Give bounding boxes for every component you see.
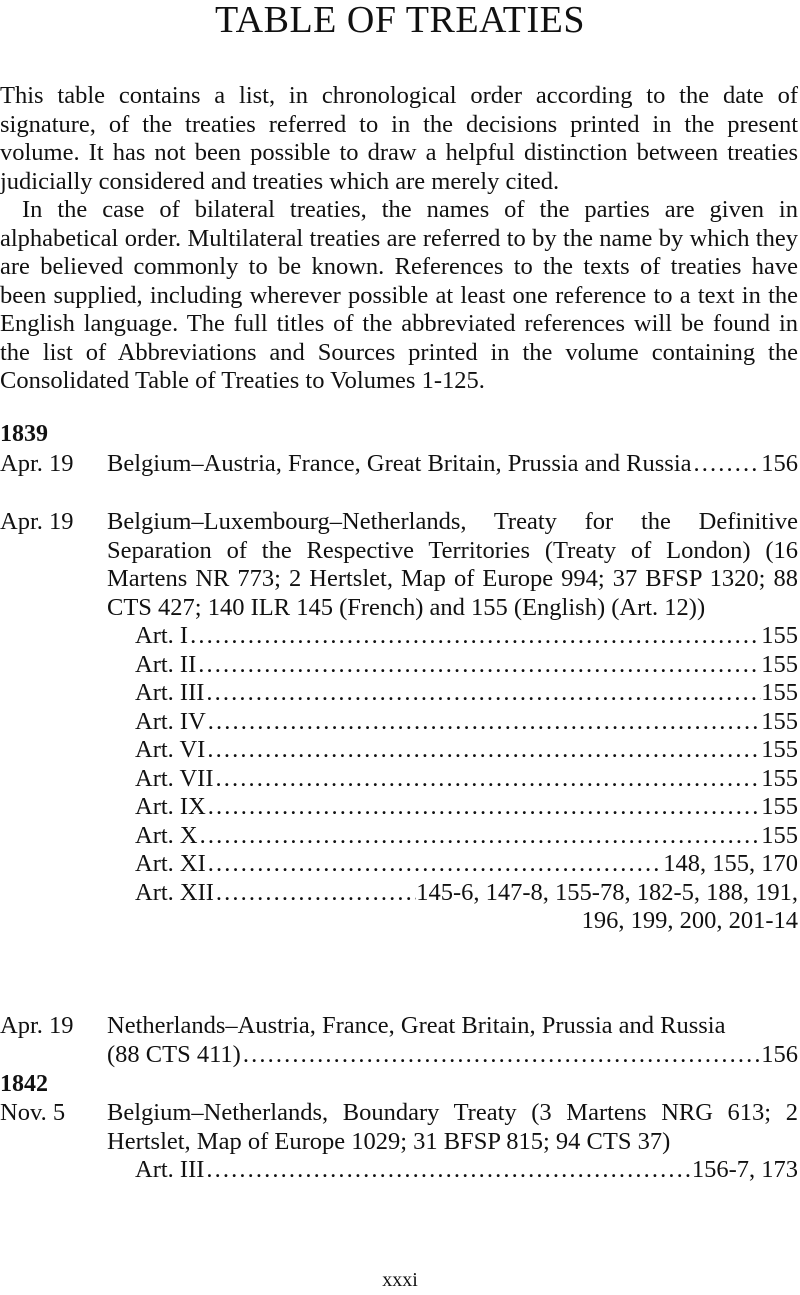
page-number: xxxi <box>382 1269 418 1291</box>
page-reference: 156 <box>761 450 798 477</box>
page-reference: 156 <box>761 1040 798 1068</box>
article-label: Art. IX <box>135 793 206 820</box>
article-list <box>135 1156 798 1185</box>
page-reference: 155 <box>761 679 798 706</box>
article-row <box>135 736 798 765</box>
dot-leader <box>198 822 762 851</box>
page-reference: 145-6, 147-8, 155-78, 182-5, 188, 191, <box>416 878 798 906</box>
dot-leader <box>206 793 761 822</box>
treaty-entry <box>0 450 798 479</box>
treaty-title: Belgium–Netherlands, Boundary Treaty (3 Martens NRG 613; 2 Hertslet, Map of Europe 1029; 31 BFSP 815; 94 CTS 37) <box>107 1099 798 1155</box>
treaty-date: Nov. 5 <box>0 1099 66 1126</box>
dot-leader <box>204 1156 691 1185</box>
article-label: Art. XI <box>135 850 206 877</box>
dot-leader <box>206 708 761 737</box>
treaty-entry <box>0 508 798 936</box>
article-list <box>135 622 798 936</box>
article-row <box>135 793 798 822</box>
article-row <box>135 622 798 651</box>
article-label: Art. IV <box>135 707 206 735</box>
introduction <box>0 82 798 396</box>
article-row <box>135 765 798 794</box>
year-heading: 1842 <box>0 1071 48 1097</box>
dot-leader <box>214 879 416 908</box>
article-row <box>135 1156 798 1185</box>
treaty-date: Apr. 19 <box>0 1012 74 1039</box>
dot-leader <box>196 651 761 680</box>
article-label: Art. III <box>135 679 205 706</box>
treaty-date: Apr. 19 <box>0 450 74 477</box>
article-row <box>135 850 798 879</box>
page-reference: 155 <box>761 707 798 735</box>
article-row <box>135 651 798 680</box>
article-label: Art. III <box>135 1156 205 1183</box>
article-row <box>135 679 798 708</box>
article-label: Art. VI <box>135 736 206 763</box>
dot-leader <box>188 622 761 651</box>
dot-leader <box>692 450 762 479</box>
article-row <box>135 822 798 851</box>
page-reference: 155 <box>761 821 798 849</box>
page-reference: 155 <box>761 650 798 678</box>
treaty-line <box>107 450 798 479</box>
article-label: Art. I <box>135 622 189 649</box>
treaty-title: Belgium–Luxembourg–Netherlands, Treaty for the Definitive Separation of the Respective Territories (Treaty of London) (16 Martens NR 773; 2 Hertslet, Map of Europe 994; 37 BFSP 1320; 88 CTS 427; 140 ILR 145 (French) and 155 (English) (Art. 12)) <box>107 508 798 621</box>
article-row <box>135 708 798 737</box>
page-reference: 155 <box>761 793 798 820</box>
treaty-reference-line <box>107 1041 798 1070</box>
article-label: Art. VII <box>135 764 214 792</box>
article-label: Art. XII <box>135 878 214 906</box>
page-reference: 155 <box>761 622 798 649</box>
article-label: Art. X <box>135 821 198 849</box>
page-title: TABLE OF TREATIES <box>215 0 585 41</box>
treaty-reference: (88 CTS 411) <box>107 1040 241 1068</box>
treaty-date: Apr. 19 <box>0 508 74 535</box>
dot-leader <box>204 679 761 708</box>
treaty-title: Belgium–Austria, France, Great Britain, Prussia and Russia <box>107 450 692 477</box>
treaty-entry <box>0 1012 798 1069</box>
page-reference: 148, 155, 170 <box>663 850 798 877</box>
page-reference: 156-7, 173 <box>691 1156 798 1183</box>
page-reference-continuation: 196, 199, 200, 201-14 <box>581 907 798 934</box>
intro-paragraph-1: This table contains a list, in chronological order according to the date of signature, of the treaties referred to in the decisions printed in the present volume. It has not been possible to draw a helpful distinction between treaties judicially considered and treaties which are merely cited. <box>0 82 798 195</box>
dot-leader <box>241 1041 761 1070</box>
year-heading: 1839 <box>0 421 48 447</box>
treaty-entry <box>0 1099 798 1185</box>
page-reference: 155 <box>761 764 798 792</box>
article-label: Art. II <box>135 650 197 678</box>
intro-paragraph-2: In the case of bilateral treaties, the names of the parties are given in alphabetical order. Multilateral treaties are referred to by the name by which they are believed commonly to be known. References to the texts of treaties have been supplied, including wherever possible at least one reference to a text in the English language. The full titles of the abbreviated references will be found in the list of Abbreviations and Sources printed in the volume containing the Consolidated Table of Treaties to Volumes 1-125. <box>0 196 798 394</box>
dot-leader <box>213 765 761 794</box>
treaty-title: Netherlands–Austria, France, Great Britain, Prussia and Russia <box>107 1012 726 1039</box>
page-reference: 155 <box>761 736 798 763</box>
article-row <box>135 879 798 908</box>
dot-leader <box>206 850 663 879</box>
dot-leader <box>205 736 761 765</box>
